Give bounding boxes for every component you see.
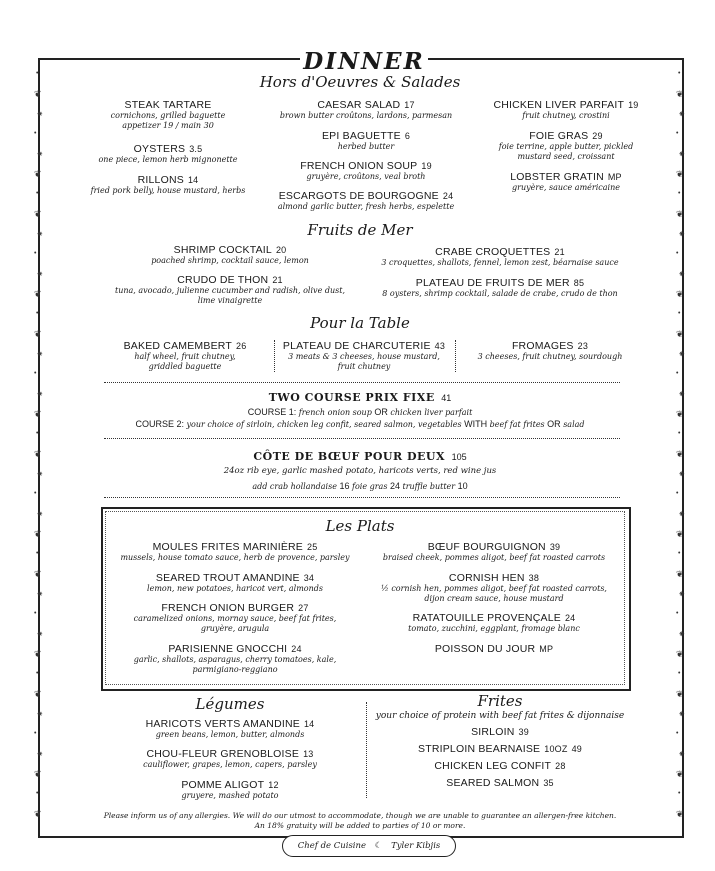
item-price: 35 xyxy=(543,778,554,788)
prix-fixe-price: 41 xyxy=(441,393,452,403)
item-desc: poached shrimp, cocktail sauce, lemon xyxy=(151,256,309,265)
menu-item-fromages xyxy=(460,340,640,362)
menu-item-french-onion-soup xyxy=(268,160,464,182)
item-price: 43 xyxy=(434,341,446,351)
addon-truffle-price: 10 xyxy=(457,481,468,491)
menu-item-parisienne-gnocchi xyxy=(110,643,360,675)
item-desc: gruyère, sauce américaine xyxy=(512,183,620,192)
item-name: STEAK TARTARE xyxy=(124,99,212,111)
menu-item-french-onion-burger xyxy=(110,602,360,634)
item-price: 17 xyxy=(404,100,415,110)
addon-crab: add crab hollandaise xyxy=(252,482,337,491)
menu-item-ratatouille xyxy=(368,612,620,634)
cote-price: 105 xyxy=(451,452,467,462)
item-desc: lime vinaigrette xyxy=(197,296,263,305)
item-desc: dijon cream sauce, house mustard xyxy=(424,594,564,603)
item-name: ESCARGOTS DE BOURGOGNE xyxy=(278,190,439,202)
item-price: 28 xyxy=(555,761,566,771)
item-desc: brown butter croûtons, lardons, parmesan xyxy=(279,111,453,120)
menu-item-crudo-de-thon xyxy=(100,274,360,306)
menu-item-haricots-verts xyxy=(100,718,360,740)
item-desc: fruit chutney xyxy=(337,362,391,371)
item-desc: 8 oysters, shrimp cocktail, salade de crabe, crudo de thon xyxy=(382,289,618,298)
item-price: 14 xyxy=(187,175,199,185)
divider xyxy=(104,497,620,498)
item-desc: 3 croquettes, shallots, fennel, lemon zest, béarnaise sauce xyxy=(381,258,619,267)
item-price: 27 xyxy=(298,603,309,613)
item-desc: gruyère, croûtons, veal broth xyxy=(306,172,426,181)
item-desc: cauliflower, grapes, lemon, capers, parsley xyxy=(143,760,317,769)
item-desc: braised cheek, pommes aligot, beef fat roasted carrots xyxy=(382,553,606,562)
prix-fixe-name: TWO COURSE PRIX FIXE xyxy=(268,391,435,404)
menu-item-seared-trout xyxy=(110,572,360,594)
item-price: 38 xyxy=(528,573,540,583)
course-desc: french onion soup xyxy=(298,408,372,417)
frites-intro: your choice of protein with beef fat frites & dijonnaise xyxy=(375,711,625,721)
addon-truffle: truffle butter xyxy=(402,482,456,491)
section-title-plats: Les Plats xyxy=(300,517,420,535)
addon-foie-price: 24 xyxy=(389,481,400,491)
item-name: SIRLOIN xyxy=(471,726,515,738)
course-label: COURSE 1: xyxy=(247,407,297,417)
item-name: PARISIENNE GNOCCHI xyxy=(168,643,288,655)
prix-fixe-course-1 xyxy=(100,407,620,418)
item-name: CRUDO DE THON xyxy=(177,274,269,286)
menu-item-cornish-hen xyxy=(368,572,620,604)
item-desc: fried pork belly, house mustard, herbs xyxy=(90,186,246,195)
chef-badge xyxy=(282,835,456,857)
item-price: 23 xyxy=(577,341,589,351)
prix-fixe-course-2 xyxy=(90,419,630,430)
section-title-legumes: Légumes xyxy=(195,695,265,713)
addon-crab-price: 16 xyxy=(339,481,350,491)
item-desc: half wheel, fruit chutney, xyxy=(134,352,236,361)
item-desc: foie terrine, apple butter, pickled xyxy=(498,142,634,151)
menu-item-caesar-salad xyxy=(268,99,464,121)
item-name: CHOU-FLEUR GRENOBLOISE xyxy=(146,748,300,760)
item-name: HARICOTS VERTS AMANDINE xyxy=(145,718,300,730)
menu-item-chicken-liver-parfait xyxy=(468,99,664,121)
item-name: FRENCH ONION SOUP xyxy=(300,160,418,172)
course-or: OR xyxy=(547,419,561,429)
item-name: STRIPLOIN BEARNAISE xyxy=(418,743,541,755)
divider xyxy=(104,382,620,383)
item-name: CHICKEN LEG CONFIT xyxy=(434,760,552,772)
item-desc: almond garlic butter, fresh herbs, espelette xyxy=(277,202,455,211)
item-price: 24 xyxy=(564,613,576,623)
menu-item-sirloin xyxy=(370,726,630,738)
cote-desc: 24oz rib eye, garlic mashed potato, haricots verts, red wine jus xyxy=(223,466,497,476)
item-desc: tuna, avocado, julienne cucumber and radish, olive dust, xyxy=(115,286,345,295)
item-desc: caramelized onions, mornay sauce, beef fat frites, xyxy=(133,614,337,623)
course-desc: your choice of sirloin, chicken leg confit, seared salmon, vegetables xyxy=(186,420,462,429)
item-name: SEARED TROUT AMANDINE xyxy=(155,572,300,584)
item-price: 6 xyxy=(404,131,411,141)
course-desc: beef fat frites xyxy=(489,420,545,429)
item-price: MP xyxy=(539,644,554,654)
item-price: 49 xyxy=(571,744,582,754)
gratuity-note: An 18% gratuity will be added to parties of 10 or more. xyxy=(254,821,466,830)
item-desc: green beans, lemon, butter, almonds xyxy=(155,730,305,739)
course-or: OR xyxy=(374,407,388,417)
item-price: 19 xyxy=(421,161,432,171)
item-desc: gruyere, mashed potato xyxy=(181,791,279,800)
item-name: CORNISH HEN xyxy=(448,572,525,584)
menu-item-rillons xyxy=(70,174,266,196)
item-price: 24 xyxy=(291,644,302,654)
item-price: 13 xyxy=(303,749,314,759)
item-price: MP xyxy=(607,172,622,182)
item-desc: ½ cornish hen, pommes aligot, beef fat roasted carrots, xyxy=(381,584,607,593)
item-name: LOBSTER GRATIN xyxy=(510,171,604,183)
prix-fixe-title xyxy=(100,391,620,404)
course-desc: salad xyxy=(563,420,585,429)
menu-item-crabe-croquettes xyxy=(370,246,630,268)
item-desc: mustard seed, croissant xyxy=(517,152,615,161)
menu-item-seared-salmon xyxy=(370,777,630,789)
item-desc: herbed butter xyxy=(337,142,395,151)
item-price: 14 xyxy=(303,719,315,729)
chef-label: Chef de Cuisine xyxy=(297,841,367,851)
item-name: PLATEAU DE FRUITS DE MER xyxy=(415,277,570,289)
vine-decoration-left-icon: • ❦ ⁕ • ⁕ ❦ • ❦ ⁕ • ⁕ ❦ • ❦ ⁕ • ⁕ ❦ • ❦ ⁕ • ⁕ ❦ • ❦ ⁕ • ⁕ ❦ • ❦ ⁕ • ⁕ ❦ • ❦ xyxy=(34,70,44,819)
menu-item-baked-camembert xyxy=(105,340,265,372)
item-price: 85 xyxy=(573,278,585,288)
item-name: SHRIMP COCKTAIL xyxy=(173,244,272,256)
item-desc: garlic, shallots, asparagus, cherry tomatoes, kale, xyxy=(133,655,337,664)
divider xyxy=(274,340,275,372)
item-desc: tomato, zucchini, eggplant, fromage blanc xyxy=(408,624,580,633)
item-name: BAKED CAMEMBERT xyxy=(123,340,232,352)
menu-item-epi-baguette xyxy=(268,130,464,152)
menu-item-escargots xyxy=(268,190,464,212)
menu-item-moules-frites xyxy=(110,541,360,563)
vine-decoration-right-icon: • ❦ ⁕ • ⁕ ❦ • ❦ ⁕ • ⁕ ❦ • ❦ ⁕ • ⁕ ❦ • ❦ ⁕ • ⁕ ❦ • ❦ ⁕ • ⁕ ❦ • ❦ ⁕ • ⁕ ❦ • ❦ xyxy=(676,70,686,819)
item-price: 3.5 xyxy=(189,144,203,154)
menu-item-plateau-charcuterie xyxy=(276,340,452,372)
section-title-table: Pour la Table xyxy=(310,314,410,332)
menu-item-foie-gras xyxy=(468,130,664,162)
item-desc: lemon, new potatoes, haricot vert, almonds xyxy=(147,584,323,593)
item-price: 21 xyxy=(272,275,283,285)
item-name: EPI BAGUETTE xyxy=(321,130,401,142)
item-desc: one piece, lemon herb mignonette xyxy=(98,155,238,164)
menu-item-poisson-du-jour xyxy=(368,643,620,655)
menu-item-lobster-gratin xyxy=(468,171,664,193)
item-desc: appetizer 19 / main 30 xyxy=(122,121,214,130)
item-name: PLATEAU DE CHARCUTERIE xyxy=(282,340,431,352)
item-name: FOIE GRAS xyxy=(529,130,589,142)
menu-item-shrimp-cocktail xyxy=(110,244,350,266)
item-desc: fruit chutney, crostini xyxy=(522,111,610,120)
item-name: BŒUF BOURGUIGNON xyxy=(427,541,546,553)
item-desc: cornichons, grilled baguette xyxy=(110,111,226,120)
item-name: OYSTERS xyxy=(133,143,186,155)
cote-de-boeuf-title xyxy=(100,450,620,463)
course-label: COURSE 2: xyxy=(135,419,184,429)
item-name: CAESAR SALAD xyxy=(317,99,401,111)
item-name: CRABE CROQUETTES xyxy=(435,246,551,258)
menu-item-oysters xyxy=(70,143,266,165)
item-price: 21 xyxy=(554,247,565,257)
item-price: 25 xyxy=(307,542,318,552)
moon-icon: ☾ xyxy=(374,841,383,851)
menu-item-plateau-fruits-de-mer xyxy=(370,277,630,299)
item-name: POISSON DU JOUR xyxy=(434,643,536,655)
divider xyxy=(104,438,620,439)
item-desc: griddled baguette xyxy=(148,362,222,371)
item-desc: 3 cheeses, fruit chutney, sourdough xyxy=(477,352,623,361)
item-name: SEARED SALMON xyxy=(446,777,540,789)
section-title-fruits: Fruits de Mer xyxy=(307,221,413,239)
menu-item-striploin xyxy=(370,743,630,755)
item-name: FRENCH ONION BURGER xyxy=(161,602,295,614)
item-desc: 3 meats & 3 cheeses, house mustard, xyxy=(288,352,440,361)
item-desc: gruyère, arugula xyxy=(200,624,270,633)
addon-foie: foie gras xyxy=(352,482,388,491)
item-name: POMME ALIGOT xyxy=(181,779,265,791)
divider xyxy=(366,702,367,798)
item-name: RILLONS xyxy=(137,174,184,186)
item-price: 20 xyxy=(275,245,287,255)
section-title-frites: Frites xyxy=(477,692,523,710)
item-price: 29 xyxy=(592,131,603,141)
item-desc: mussels, house tomato sauce, herb de provence, parsley xyxy=(120,553,350,562)
item-price: 39 xyxy=(518,727,529,737)
menu-item-chou-fleur xyxy=(100,748,360,770)
section-title-hors: Hors d'Oeuvres & Salades xyxy=(259,73,461,91)
item-price: 24 xyxy=(442,191,454,201)
menu-title: DINNER xyxy=(303,48,425,75)
item-price: 12 xyxy=(268,780,279,790)
item-name: MOULES FRITES MARINIÈRE xyxy=(152,541,304,553)
item-price: 34 xyxy=(303,573,315,583)
chef-name: Tyler Kibjis xyxy=(391,841,441,851)
item-desc: parmigiano-reggiano xyxy=(192,665,278,674)
menu-item-boeuf-bourguignon xyxy=(368,541,620,563)
cote-name: CÔTE DE BŒUF POUR DEUX xyxy=(253,450,446,463)
course-with: WITH xyxy=(464,419,488,429)
course-desc: chicken liver parfait xyxy=(390,408,473,417)
menu-item-steak-tartare xyxy=(70,99,266,131)
menu-item-chicken-leg-confit xyxy=(370,760,630,772)
item-name: FROMAGES xyxy=(511,340,574,352)
item-price: 19 xyxy=(628,100,639,110)
menu-item-pomme-aligot xyxy=(100,779,360,801)
divider xyxy=(455,340,456,372)
cote-addons xyxy=(100,481,620,492)
item-price: 39 xyxy=(549,542,561,552)
allergy-note: Please inform us of any allergies. We will do our utmost to accommodate, though we are unable to guarantee an allergen-free kitchen. xyxy=(103,811,617,820)
item-name: CHICKEN LIVER PARFAIT xyxy=(493,99,625,111)
item-name: RATATOUILLE PROVENÇALE xyxy=(412,612,561,624)
item-size: 10OZ xyxy=(544,744,568,754)
item-price: 26 xyxy=(236,341,247,351)
